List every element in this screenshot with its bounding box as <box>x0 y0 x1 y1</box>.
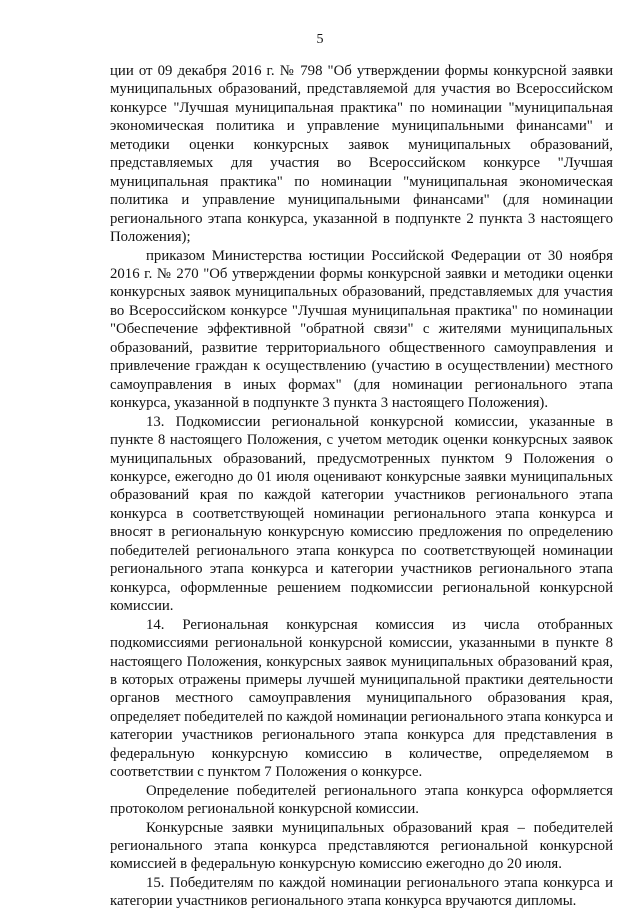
paragraph-14: 14. Региональная конкурсная комиссия из числа отобранных подкомиссиями региональной конкурсной комиссии, указанными в пункте 8 настоящего Положения, конкурсных заявок муниципальных образований края, в которых отражены примеры лучшей муниципальной практики деятельности органов местного самоуправления муниципального образования края, определяет победителей по каждой номинации регионального этапа конкурса и категории участников регионального этапа конкурса для представления в федеральную конкурсную комиссию в количестве, определяемом в соответствии с пунктом 7 Положения о конкурсе. <box>110 616 613 781</box>
paragraph-applications-submission: Конкурсные заявки муниципальных образований края – победителей регионального этапа конкурса представляются региональной конкурсной комиссией в федеральную конкурсную комиссию ежегодно до 20 июля. <box>110 819 613 873</box>
paragraph-ministry-order: приказом Министерства юстиции Российской Федерации от 30 ноября 2016 г. № 270 "Об утверждении формы конкурсной заявки и методики оценки конкурсных заявок муниципальных образований, представляемых для участия во Всероссийском конкурсе "Лучшая муниципальная практика" по номинации "Обеспечение эффективной "обратной связи" с жителями муниципальных образований, развитие территориального общественного самоуправления и привлечение граждан к осуществлению (участию в осуществлении) местного самоуправления в иных формах" (для номинации регионального этапа конкурса, указанной в подпункте 3 пункта 3 настоящего Положения). <box>110 247 613 412</box>
paragraph-winners-protocol: Определение победителей регионального этапа конкурса оформляется протоколом региональной конкурсной комиссии. <box>110 782 613 818</box>
page-number: 5 <box>316 32 324 47</box>
paragraph-13: 13. Подкомиссии региональной конкурсной комиссии, указанные в пункте 8 настоящего Положения, с учетом методик оценки конкурсных заявок муниципальных образований, предусмотренных пунктом 9 Положения о конкурсе, ежегодно до 01 июля оценивают конкурсные заявки муниципальных образований края по каждой категории участников регионального этапа конкурса в соответствующей номинации регионального этапа конкурса и вносят в региональную конкурсную комиссию предложения по определению победителей регионального этапа конкурса по соответствующей номинации регионального этапа конкурса и категории участников регионального этапа конкурса, оформленные решением подкомиссии региональной конкурсной комиссии. <box>110 413 613 615</box>
document-body <box>110 62 613 911</box>
paragraph-15: 15. Победителям по каждой номинации регионального этапа конкурса и категории участников регионального этапа конкурса вручаются дипломы. <box>110 874 613 910</box>
paragraph-continuation: ции от 09 декабря 2016 г. № 798 "Об утверждении формы конкурсной заявки муниципальных образований, представляемой для участия во Всероссийском конкурсе "Лучшая муниципальная практика" по номинации "муниципальная экономическая политика и управление муниципальными финансами" и методики оценки конкурсных заявок муниципальных образований, представляемых для участия во Всероссийском конкурсе "Лучшая муниципальная практика" по номинации "муниципальная экономическая политика и управление муниципальными финансами" (для номинации регионального этапа конкурса, указанной в подпункте 2 пункта 3 настоящего Положения); <box>110 63 613 246</box>
